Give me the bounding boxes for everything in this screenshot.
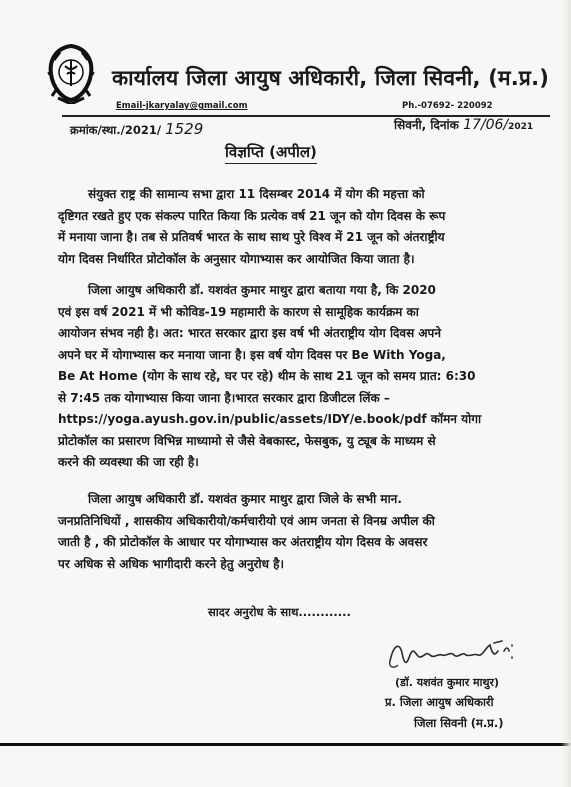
paragraph-line: प्रोटोकॉल का प्रसारण विभिन्न माध्यामो से जैसे वेबकास्ट, फेसबुक, यु ट्यूब के माध्यम से: [58, 433, 436, 448]
paragraph-3: [58, 489, 435, 575]
paragraph-line: जनप्रतिनिधियों , शासकीय अधिकारीयो/कर्मचारीयो एवं आम जनता से विनम्र अपील की: [58, 513, 435, 528]
date-year: 2021: [508, 122, 534, 132]
date-day-month: 17/06/: [463, 117, 509, 133]
date-line: [394, 116, 533, 133]
date-label: सिवनी, दिनांक: [394, 118, 459, 132]
notice-heading: विज्ञप्ति (अपील): [225, 142, 317, 164]
reference-label: क्रमांक/स्था./2021/: [70, 123, 162, 137]
paragraph-line: दृष्टिगत रखते हुए एक संकल्प पारित किया कि प्रत्येक वर्ष 21 जून को योग दिवस के रूप: [58, 208, 446, 223]
signatory-designation: प्र. जिला आयुष अधिकारी: [385, 695, 494, 709]
paragraph-line: जाती है , की प्रोटोकॉल के आधार पर योगाभ्यास कर अंतराष्ट्रीय योग दिसव के अवसर: [58, 535, 428, 549]
office-email: Email-jkaryalay@gmail.com: [116, 101, 248, 111]
handwritten-signature: [384, 637, 534, 673]
paragraph-line: एवं इस वर्ष 2021 में भी कोविड-19 महामारी के कारण से सामूहिक कार्यक्रम का: [58, 304, 419, 319]
paragraph-line: करने की व्यवस्था की जा रही है।: [58, 455, 199, 469]
office-title: कार्यालय जिला आयुष अधिकारी, जिला सिवनी, (म.प्र.): [112, 66, 550, 90]
paragraph-line: जिला आयुष अधिकारी डॉ. यशवंत कुमार माथुर द्वारा बताया गया है, कि 2020: [88, 283, 436, 297]
paragraph-line: में मनाया जाना है। तब से प्रतिवर्ष भारत के साथ साथ पुरे विश्व में 21 जून को अंतराष्ट्रीय: [58, 230, 445, 244]
paragraph-line: आयोजन संभव नही है। अत: भारत सरकार द्वारा इस वर्ष भी अंतराष्ट्रीय योग दिवस अपने: [58, 326, 442, 340]
scan-edge-shadow: [561, 0, 571, 787]
closing-line: सादर अनुरोध के साथ............: [208, 605, 351, 619]
reference-line: [70, 120, 203, 138]
paragraph-2: [58, 280, 481, 474]
paragraph-line: Be At Home (योग के साथ रहे, घर पर रहे) थीम के साथ 21 जून को समय प्रात: 6:30: [58, 369, 476, 383]
paragraph-line: https://yoga.ayush.gov.in/public/assets/IDY/e.book/pdf कॉमन योगा: [58, 412, 482, 426]
reference-number: 1529: [165, 120, 204, 138]
paragraph-line: जिला आयुष अधिकारी डॉ. यशवंत कुमार माथुर द्वारा जिले के सभी मान.: [88, 492, 402, 506]
ayush-emblem-logo: [46, 42, 96, 104]
paragraph-line: योग दिवस निर्धारित प्रोटोकॉल के अनुसार योगाभ्यास कर आयोजित किया जाता है।: [58, 251, 415, 266]
paragraph-line: संयुक्त राष्ट्र की सामान्य सभा द्वारा 11 दिसम्बर 2014 में योग की महत्ता को: [88, 187, 425, 201]
bottom-border: [0, 743, 571, 746]
paragraph-1: [58, 184, 445, 270]
paragraph-line: पर अधिक से अधिक भागीदारी करने हेतु अनुरोध है।: [58, 556, 285, 571]
paragraph-line: से 7:45 तक योगाभ्यास किया जाना है।भारत सरकार द्वारा डिजीटल लिंक –: [58, 390, 390, 405]
signatory-name: (डॉ. यशवंत कुमार माथुर): [395, 676, 500, 689]
signatory-district: जिला सिवनी (म.प्र.): [414, 716, 504, 730]
office-phone: Ph.-07692- 220092: [402, 101, 493, 111]
paragraph-line: अपने घर में योगाभ्यास कर मनाया जाना है। इस वर्ष योग दिवस पर Be With Yoga,: [58, 347, 446, 362]
